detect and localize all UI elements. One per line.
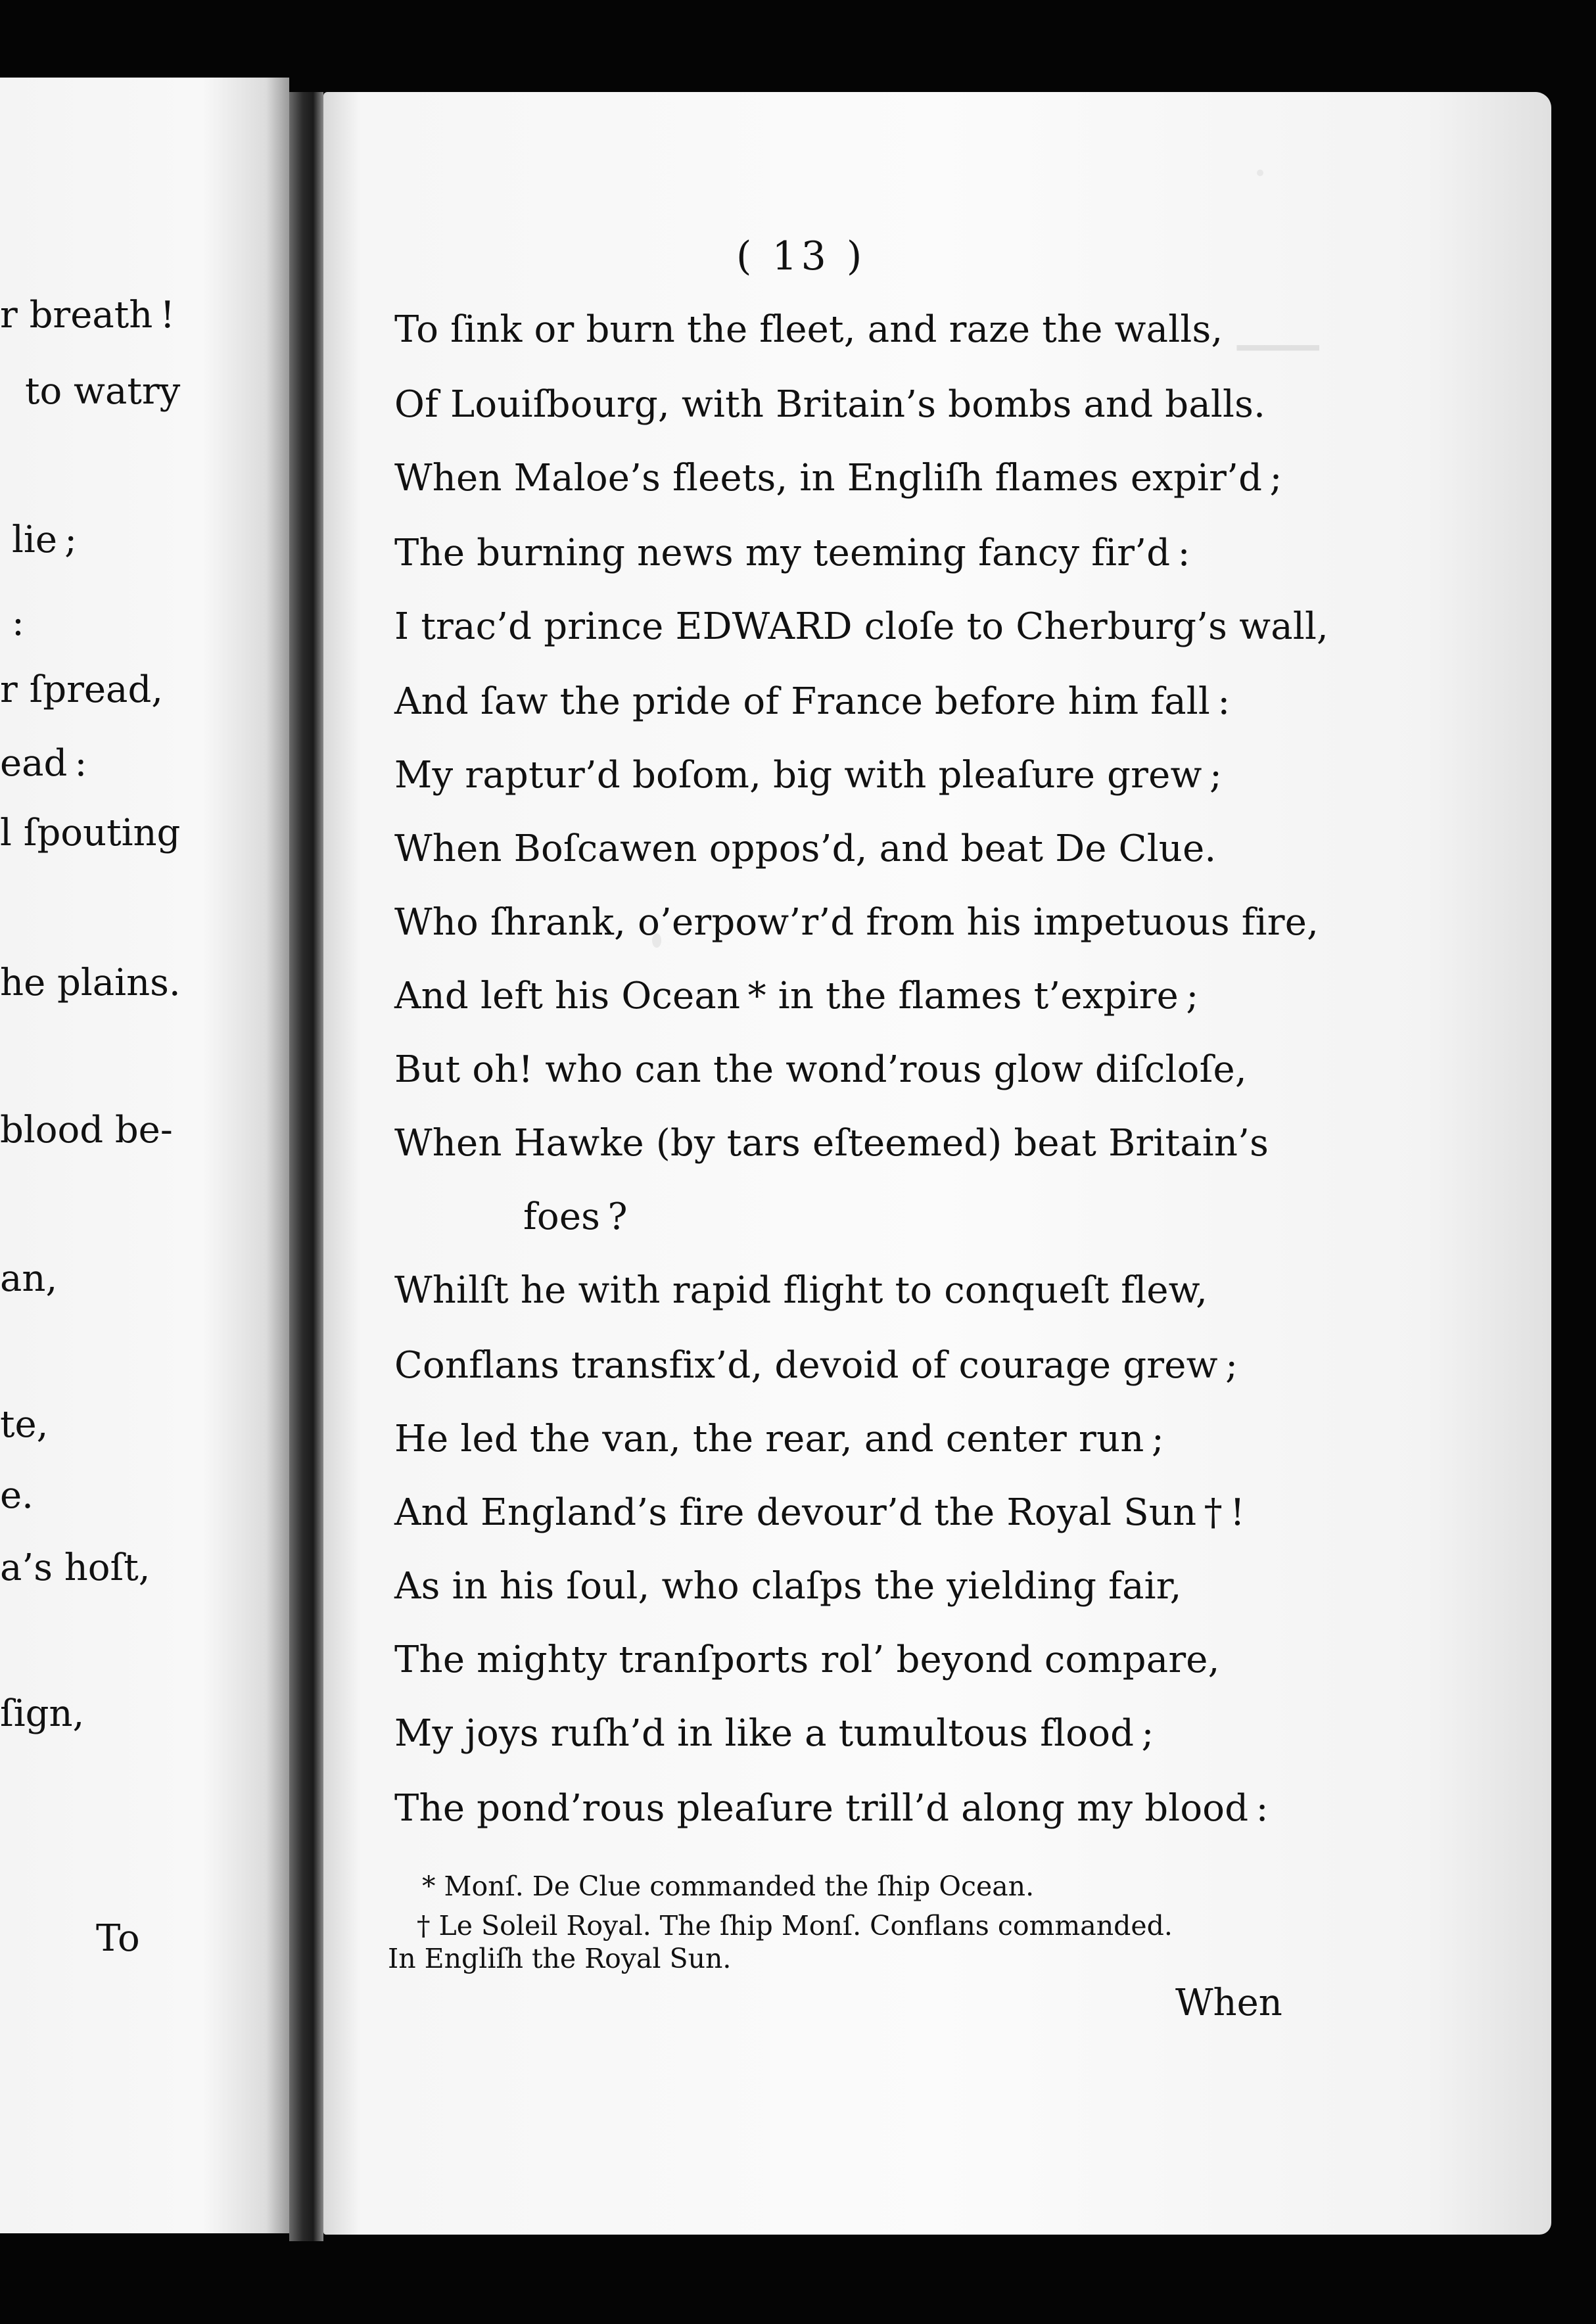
- left-line-fragment: ſign,: [0, 1692, 85, 1735]
- verse-line: The pond’rous pleaſure trill’d along my blood :: [394, 1787, 1269, 1830]
- verse-line: And England’s fire devour’d the Royal Sun † !: [394, 1491, 1245, 1534]
- verse-line: He led the van, the rear, and center run ;: [394, 1418, 1164, 1460]
- verse-line: When Maloe’s fleets, in Engliſh flames expir’d ;: [394, 457, 1282, 500]
- left-line-fragment: l ſpouting: [0, 812, 181, 854]
- left-line-fragment: a’s hoſt,: [0, 1546, 151, 1589]
- catchword: When: [1175, 1982, 1282, 2024]
- left-line-fragment: lie ;: [12, 519, 78, 561]
- footnote: † Le Soleil Royal. The ſhip Monſ. Conflans commanded.: [417, 1910, 1173, 1941]
- left-line-fragment: an,: [0, 1257, 58, 1300]
- verse-line: But oh! who can the wond’rous glow diſcloſe,: [394, 1048, 1247, 1091]
- verse-line: Of Louiſbourg, with Britain’s bombs and balls.: [394, 383, 1266, 426]
- left-line-fragment: r ſpread,: [0, 668, 164, 711]
- verse-line: I trac’d prince EDWARD cloſe to Cherburg’s wall,: [394, 605, 1329, 648]
- footnote: In Engliſh the Royal Sun.: [388, 1943, 732, 1974]
- page-number: ( 13 ): [736, 233, 866, 279]
- left-facing-page: [0, 78, 289, 2233]
- left-line-fragment: blood be-: [0, 1109, 173, 1151]
- verse-line: Whilſt he with rapid flight to conqueſt flew,: [394, 1269, 1208, 1312]
- verse-line: And left his Ocean * in the flames t’expire ;: [394, 975, 1199, 1017]
- left-line-fragment: he plains.: [0, 962, 181, 1004]
- verse-line: And ſaw the pride of France before him fall :: [394, 680, 1231, 723]
- verse-line: The burning news my teeming fancy fir’d :: [394, 532, 1190, 574]
- left-line-fragment: e.: [0, 1474, 34, 1517]
- verse-line: When Hawke (by tars eſteemed) beat Britain’s: [394, 1122, 1269, 1165]
- show-through-mark: ▁▁▁: [1237, 309, 1319, 350]
- left-line-fragment: :: [12, 601, 24, 644]
- verse-line: My joys ruſh’d in like a tumultous flood ;: [394, 1712, 1154, 1755]
- left-line-fragment: te,: [0, 1403, 49, 1446]
- left-line-fragment: r breath !: [0, 294, 175, 337]
- verse-line: As in his ſoul, who claſps the yielding fair,: [394, 1565, 1182, 1608]
- verse-line: The mighty tranſports rol’ beyond compare,: [394, 1638, 1220, 1681]
- verse-line: Who ſhrank, o’erpow’r’d from his impetuous fire,: [394, 901, 1319, 944]
- verse-line: My raptur’d boſom, big with pleaſure grew ;: [394, 754, 1223, 797]
- verse-line: When Boſcawen oppos’d, and beat De Clue.: [394, 827, 1217, 870]
- footnote: * Monſ. De Clue commanded the ſhip Ocean.: [422, 1871, 1035, 1902]
- verse-line-continuation: foes ?: [523, 1196, 628, 1238]
- paper-speck: [1257, 170, 1263, 176]
- left-line-fragment: to watry: [25, 370, 181, 413]
- left-catchword: To: [96, 1917, 140, 1960]
- verse-line: Conflans transfix’d, devoid of courage grew ;: [394, 1344, 1238, 1387]
- verse-line: To ſink or burn the fleet, and raze the walls,: [394, 308, 1223, 351]
- book-gutter: [289, 92, 323, 2241]
- left-line-fragment: ead :: [0, 742, 87, 785]
